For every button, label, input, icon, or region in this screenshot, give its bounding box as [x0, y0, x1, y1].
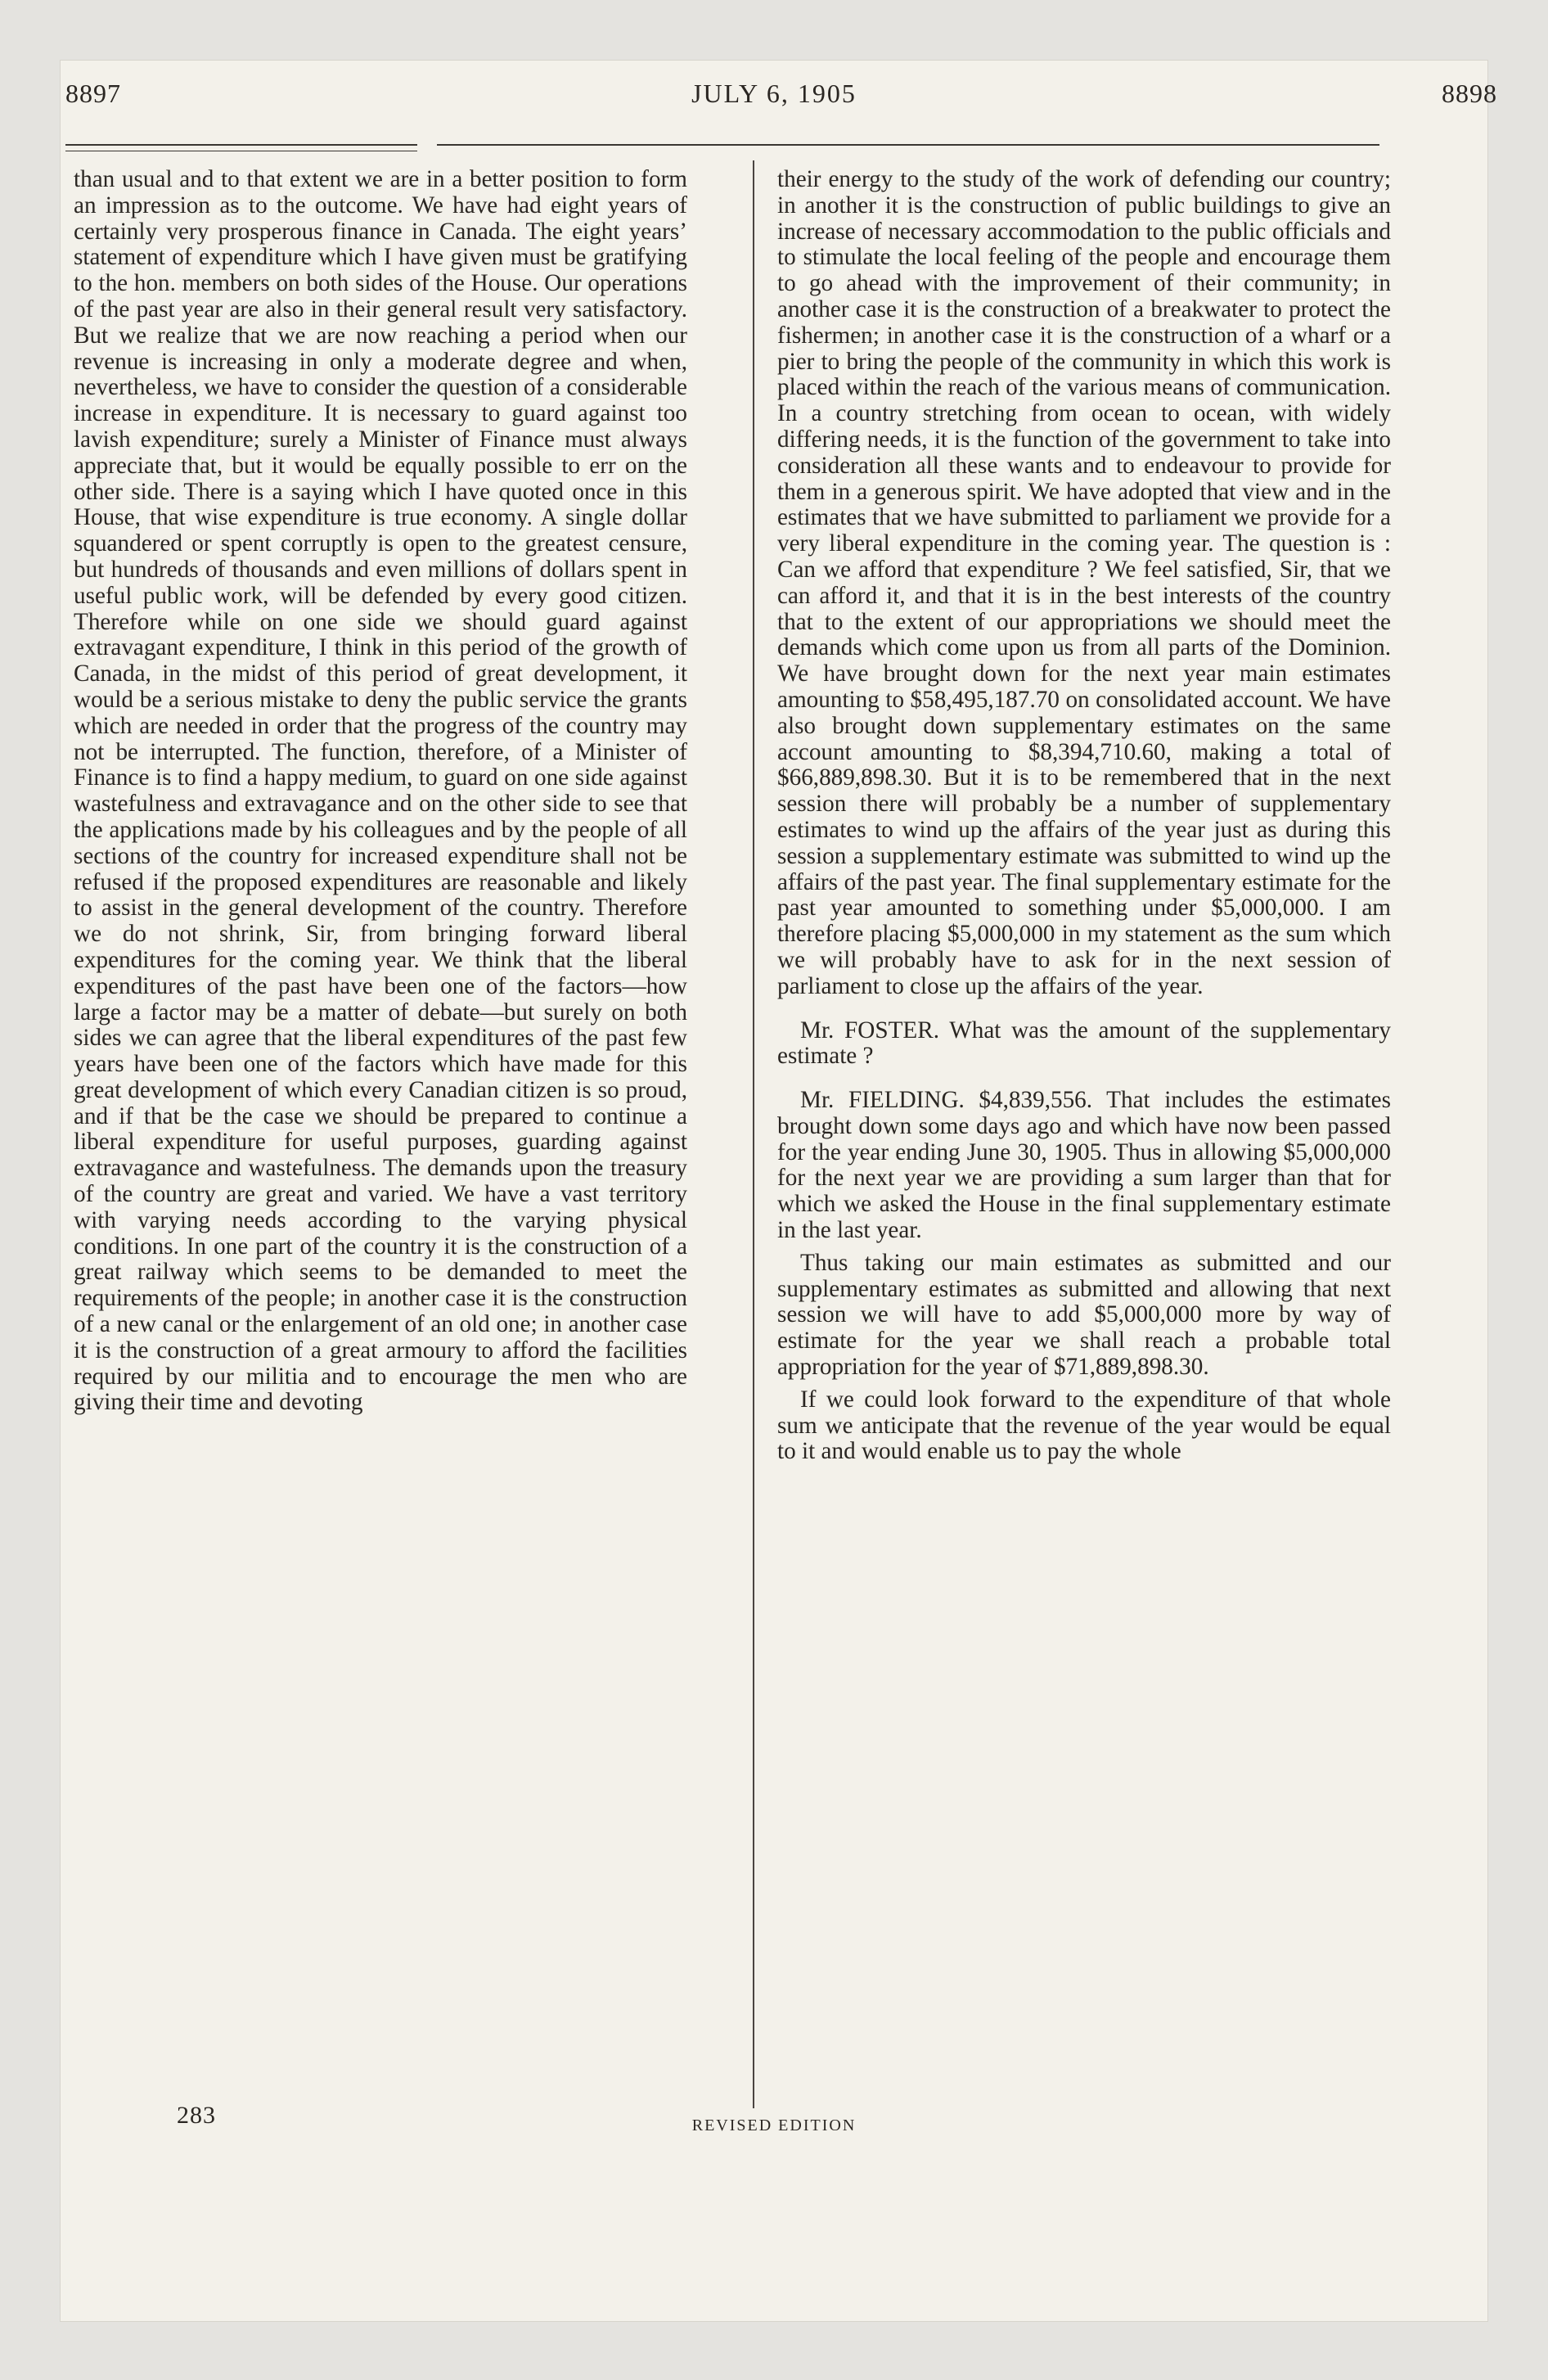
page-number-right: 8898: [1442, 79, 1497, 108]
header-rule-left: [65, 144, 417, 146]
right-paragraph-fielding: Mr. FIELDING. $4,839,556. That includes the estimates brought down some days ago and which have now been passed for the year ending June 30, 1905. Thus in allowing $5,000,000 for the next year we are providing a sum larger than that for which we asked the House in the final supplementary estimate in the last year.: [777, 1087, 1391, 1244]
right-column: [777, 167, 1391, 2049]
left-column: [74, 167, 687, 2049]
page-date: JULY 6, 1905: [691, 79, 857, 108]
column-divider: [753, 160, 754, 2108]
right-paragraph-4: Thus taking our main estimates as submitted and our supplementary estimates as submitted and allowing that next session we will have to add $5,000,000 more by way of estimate for the year we shall reach a probable total appropriation for the year of $71,889,898.30.: [777, 1249, 1391, 1381]
left-paragraph-1: than usual and to that extent we are in a better position to form an impression as to the outcome. We have had eight years of certainly very prosperous finance in Canada. The eight years’ statement of expenditure which I have given must be gratifying to the hon. members on both sides of the House. Our operations of the past year are also in their general result very satisfactory. But we realize that we are now reaching a period when our revenue is increasing in only a moderate degree and when, nevertheless, we have to consider the question of a considerable increase in expenditure. It is necessary to guard against too lavish expenditure; surely a Minister of Finance must always appreciate that, but it would be equally possible to err on the other side. There is a saying which I have quoted once in this House, that wise expenditure is true economy. A single dollar squandered or spent corruptly is open to the greatest censure, but hundreds of thousands and even millions of dollars spent in useful public work, will be defended by every good citizen. Therefore while on one side we should guard against extravagant expenditure, I think in this period of the growth of Canada, in the midst of this period of great development, it would be a serious mistake to deny the public service the grants which are needed in order that the progress of the country may not be interrupted. The function, therefore, of a Minister of Finance is to find a happy medium, to guard on one side against wastefulness and extravagance and on the other side to see that the applications made by his colleagues and by the people of all sections of the country for increased expenditure shall not be refused if the proposed expenditures are reasonable and likely to assist in the general development of the country. Therefore we do not shrink, Sir, from bringing forward liberal expenditures for the coming year. We think that the liberal expenditures of the past have been one of the factors—how large a factor may be a matter of debate—but surely on both sides we can agree that the liberal expenditures of the past few years have been one of the factors which have made for this great development of which every Canadian citizen is so proud, and if that be the case we should be prepared to continue a liberal expenditure for useful purposes, guarding against extravagance and wastefulness. The demands upon the treasury of the country are great and varied. We have a vast territory with varying needs according to the varying physical conditions. In one part of the country it is the construction of a great railway which seems to be demanded to meet the requirements of the people; in another case it is the construction of a new canal or the enlargement of an old one; in another case it is the construction of a great armoury to afford the facilities required by our militia and to encourage the men who are giving their time and devoting: [74, 167, 687, 1416]
right-paragraph-1: their energy to the study of the work of defending our country; in another it is the construction of public buildings to give an increase of necessary accommodation to the public officials and to stimulate the local feeling of the people and encourage them to go ahead with the improvement of their community; in another case it is the construction of a breakwater to protect the fishermen; in another case it is the construction of a wharf or a pier to bring the people of the community in which this work is placed within the reach of the various means of communication. In a country stretching from ocean to ocean, with widely differing needs, it is the function of the government to take into consideration all these wants and to endeavour to provide for them in a generous spirit. We have adopted that view and in the estimates that we have submitted to parliament we provide for a very liberal expenditure in the coming year. The question is : Can we afford that expenditure ? We feel satisfied, Sir, that we can afford it, and that it is in the best interests of the country that to the extent of our appropriations we should meet the demands which come upon us from all parts of the Dominion. We have brought down for the next year main estimates amounting to $58,495,187.70 on consolidated account. We have also brought down supplementary estimates on the same account amounting to $8,394,710.60, making a total of $66,889,898.30. But it is to be remembered that in the next session there will probably be a number of supplementary estimates to wind up the affairs of the year just as during this session a supplementary estimate was submitted to wind up the affairs of the past year. The final supplementary estimate for the past year amounted to something under $5,000,000. I am therefore placing $5,000,000 in my statement as the sum which we will probably have to ask for in the next session of parliament to close up the affairs of the year.: [777, 167, 1391, 999]
right-paragraph-5: If we could look forward to the expenditure of that whole sum we anticipate that the revenue of the year would be equal to it and would enable us to pay the whole: [777, 1386, 1391, 1465]
edition-label: REVISED EDITION: [691, 2116, 857, 2134]
header-rule-right: [437, 144, 1379, 146]
page-number-left: 8897: [65, 79, 121, 108]
right-paragraph-foster: Mr. FOSTER. What was the amount of the supplementary estimate ?: [777, 1016, 1391, 1070]
folio-number: 283: [177, 2102, 216, 2129]
